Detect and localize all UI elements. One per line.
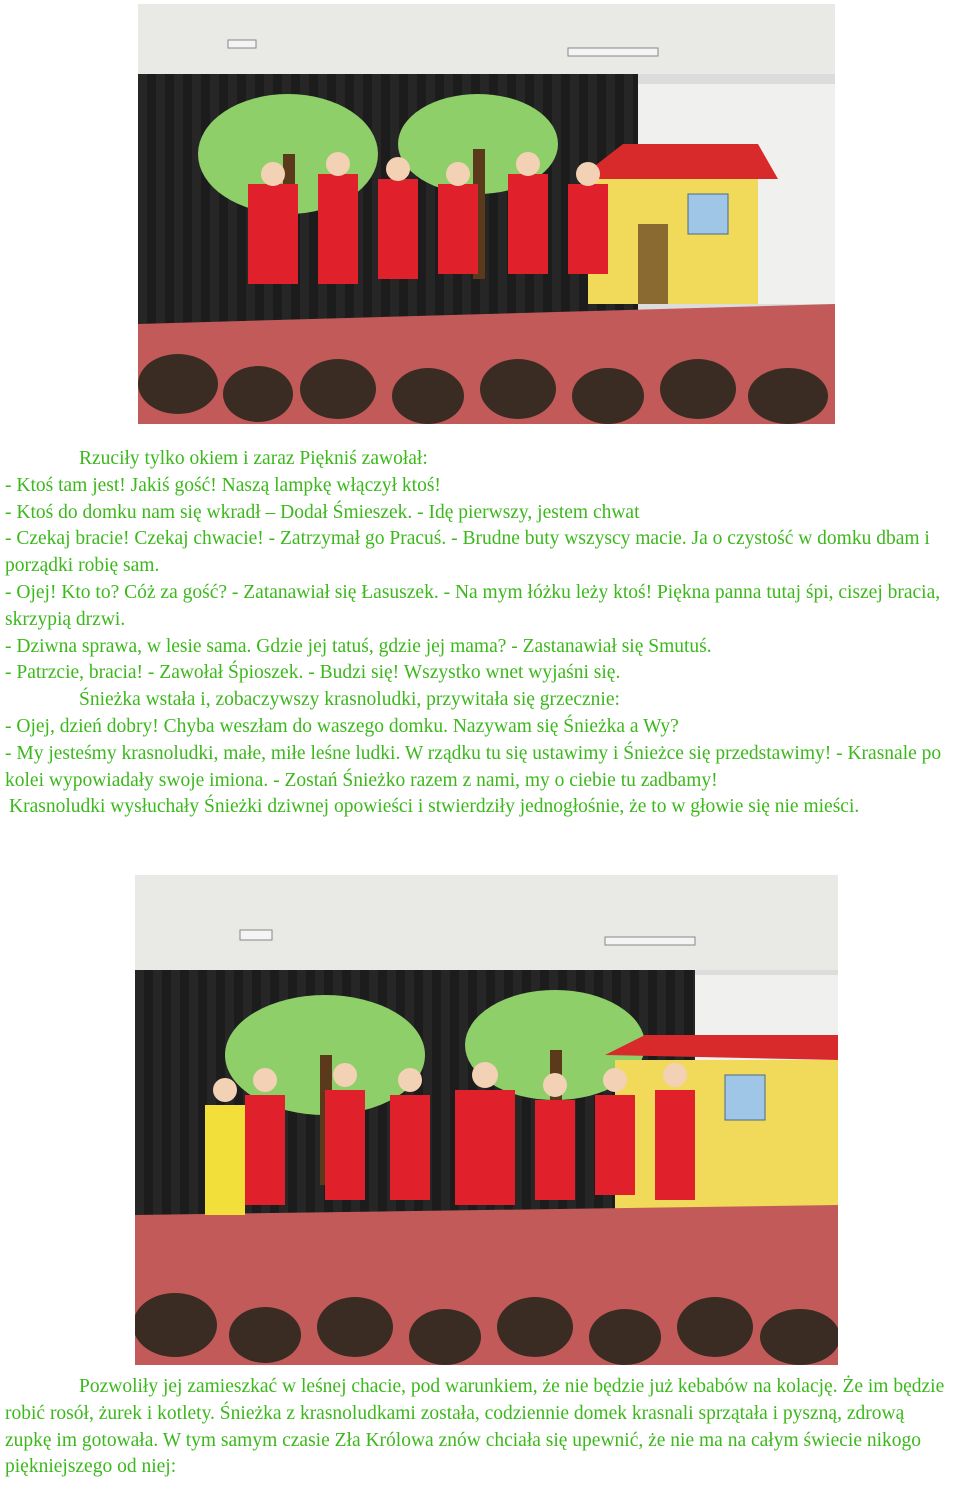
- story-text-block-1: [5, 446, 955, 821]
- stage-photo-1-illustration: [138, 4, 835, 424]
- paragraph: Rzuciły tylko okiem i zaraz Piękniś zawołał:: [79, 448, 428, 469]
- paragraph: Krasnoludki wysłuchały Śnieżki dziwnej opowieści i stwierdziły jednogłośnie, że to w głowie się nie mieści.: [9, 796, 860, 818]
- paragraph: - Dziwna sprawa, w lesie sama. Gdzie jej tatuś, gdzie jej mama? - Zastanawiał się Smutuś.: [5, 635, 712, 657]
- story-text-block-2: [5, 1374, 955, 1481]
- paragraph: - Czekaj bracie! Czekaj chwacie! - Zatrzymał go Pracuś. - Brudne buty wszyscy macie. Ja o czystość w domku dbam i porządki robię sam.: [5, 528, 930, 577]
- paragraph: - Ktoś tam jest! Jakiś gość! Naszą lampkę włączył ktoś!: [5, 474, 441, 496]
- paragraph: Pozwoliły jej zamieszkać w leśnej chacie, pod warunkiem, że nie będzie już kebabów na kolację. Że im będzie robić rosół, żurek i kotlety. Śnieżka z krasnoludkami została, codziennie domek krasnali sprzątała i pyszną, zdrową zupkę im gotowała. W tym samym czasie Zła Królowa znów chciała się upewnić, że nie ma na całym świecie nikogo piękniejszego od niej:: [5, 1376, 945, 1478]
- paragraph: - Ojej, dzień dobry! Chyba weszłam do waszego domku. Nazywam się Śnieżka a Wy?: [5, 715, 679, 737]
- paragraph: - Ojej! Kto to? Cóż za gość? - Zatanawiał się Łasuszek. - Na mym łóżku leży ktoś! Piękna panna tutaj śpi, ciszej bracia, skrzypią drzwi.: [5, 581, 941, 630]
- stage-photo-1: [138, 4, 835, 424]
- paragraph: - Patrzcie, bracia! - Zawołał Śpioszek. - Budzi się! Wszystko wnet wyjaśni się.: [5, 662, 621, 684]
- paragraph: Śnieżka wstała i, zobaczywszy krasnoludki, przywitała się grzecznie:: [79, 689, 620, 711]
- paragraph: - My jesteśmy krasnoludki, małe, miłe leśne ludki. W rządku tu się ustawimy i Śnieżce się przedstawimy! - Krasnale po kolei wypowiadały swoje imiona. - Zostań Śnieżko razem z nami, my o ciebie tu zadbamy!: [5, 742, 942, 791]
- paragraph: - Ktoś do domku nam się wkradł – Dodał Śmieszek. - Idę pierwszy, jestem chwat: [5, 501, 640, 523]
- stage-photo-2: [135, 875, 838, 1365]
- stage-photo-2-illustration: [135, 875, 838, 1365]
